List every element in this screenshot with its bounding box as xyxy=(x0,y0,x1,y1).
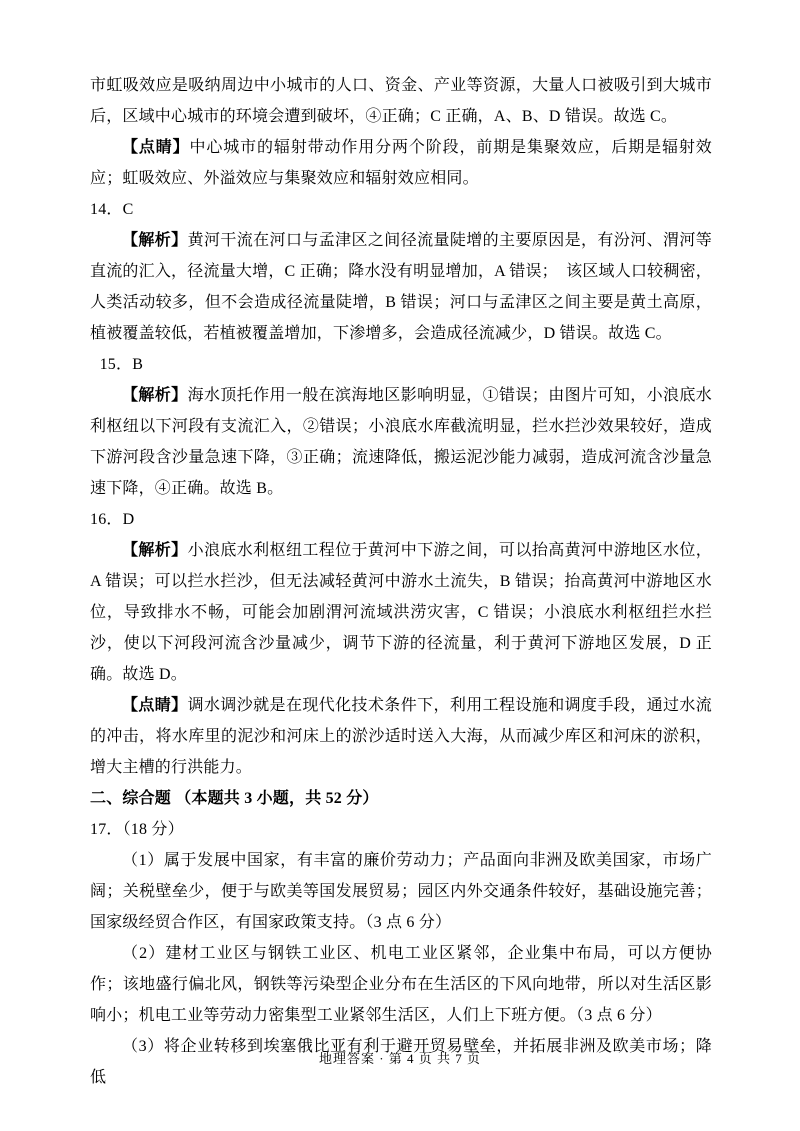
page-footer: 地理答案 · 第 4 页 共 7 页 xyxy=(318,1051,482,1066)
analysis-text: 小浪底水利枢纽工程位于黄河中下游之间，可以抬高黄河中游地区水位，A 错误；可以拦水拦沙，但无法减轻黄河中游水土流失，B 错误；抬高黄河中游地区水位，导致排水不畅，可能会加剧渭河流域洪涝灾害，C 错误；小浪底水利枢纽拦水拦沙，使以下河段河流含沙量减少，调节下游的径流量，利于黄河下游地区发展，D 正确。故选 D。 xyxy=(90,542,712,683)
answer-17-part-3: （3）将企业转移到埃塞俄比亚有利于避开贸易壁垒，并拓展非洲及欧美市场；降低 xyxy=(90,1038,712,1086)
analysis-marker: 【解析】 xyxy=(122,387,188,404)
tip-marker: 【点睛】 xyxy=(122,139,190,156)
analysis-text: 黄河干流在河口与孟津区之间径流量陡增的主要原因是，有汾河、渭河等直流的汇入，径流量大增，C 正确；降水没有明显增加，A 错误； 该区域人口较稠密，人类活动较多，但不会造成径流量陡增，B 错误；河口与孟津区之间主要是黄土高原，植被覆盖较低，若植被覆盖增加，下渗增多，会造成径流减少，D 错误。故选 C。 xyxy=(90,232,712,342)
tip-text: 中心城市的辐射带动作用分两个阶段，前期是集聚效应，后期是辐射效应；虹吸效应、外溢效应与集聚效应和辐射效应相同。 xyxy=(90,139,712,187)
analysis-marker: 【解析】 xyxy=(122,232,188,249)
tip-marker: 【点睛】 xyxy=(122,697,188,714)
section-heading: 二、综合题 （本题共 3 小题，共 52 分） xyxy=(90,790,379,807)
answer-17-part-2: （2）建材工业区与钢铁工业区、机电工业区紧邻，企业集中布局，可以方便协作；该地盛行偏北风，钢铁等污染型企业分布在生活区的下风向地带，所以对生活区影响小；机电工业等劳动力密集型工业紧邻生活区，人们上下班方便。（3 点 6 分） xyxy=(90,945,712,1024)
answer-line-16: 16．D xyxy=(90,511,135,528)
document-content xyxy=(90,70,712,1093)
analysis-paragraph-q16 xyxy=(90,535,712,690)
tip-paragraph-q16 xyxy=(90,690,712,783)
question-17-header: 17．（18 分） xyxy=(90,821,184,838)
tip-paragraph-q13 xyxy=(90,132,712,194)
analysis-paragraph-q14 xyxy=(90,225,712,349)
answer-line-14: 14．C xyxy=(90,201,134,218)
analysis-text: 海水顶托作用一般在滨海地区影响明显，①错误；由图片可知，小浪底水利枢纽以下河段有支流汇入，②错误；小浪底水库截流明显，拦水拦沙效果较好，造成下游河段含沙量急速下降，③正确；流速降低，搬运泥沙能力减弱，造成河流含沙量急速下降，④正确。故选 B。 xyxy=(90,387,712,497)
answer-continuation-paragraph: 市虹吸效应是吸纳周边中小城市的人口、资金、产业等资源，大量人口被吸引到大城市后，区域中心城市的环境会遭到破坏，④正确；C 正确，A、B、D 错误。故选 C。 xyxy=(90,77,712,125)
tip-text: 调水调沙就是在现代化技术条件下，利用工程设施和调度手段，通过水流的冲击，将水库里的泥沙和河床上的淤沙适时送入大海，从而减少库区和河床的淤积，增大主槽的行洪能力。 xyxy=(90,697,712,776)
answer-line-15: 15．B xyxy=(99,356,144,373)
analysis-paragraph-q15 xyxy=(90,380,712,504)
answer-17-part-1: （1）属于发展中国家，有丰富的廉价劳动力；产品面向非洲及欧美国家，市场广阔；关税壁垒少，便于与欧美等国发展贸易；园区内外交通条件较好，基础设施完善；国家级经贸合作区，有国家政策支持。（3 点 6 分） xyxy=(90,852,712,931)
analysis-marker: 【解析】 xyxy=(122,542,188,559)
